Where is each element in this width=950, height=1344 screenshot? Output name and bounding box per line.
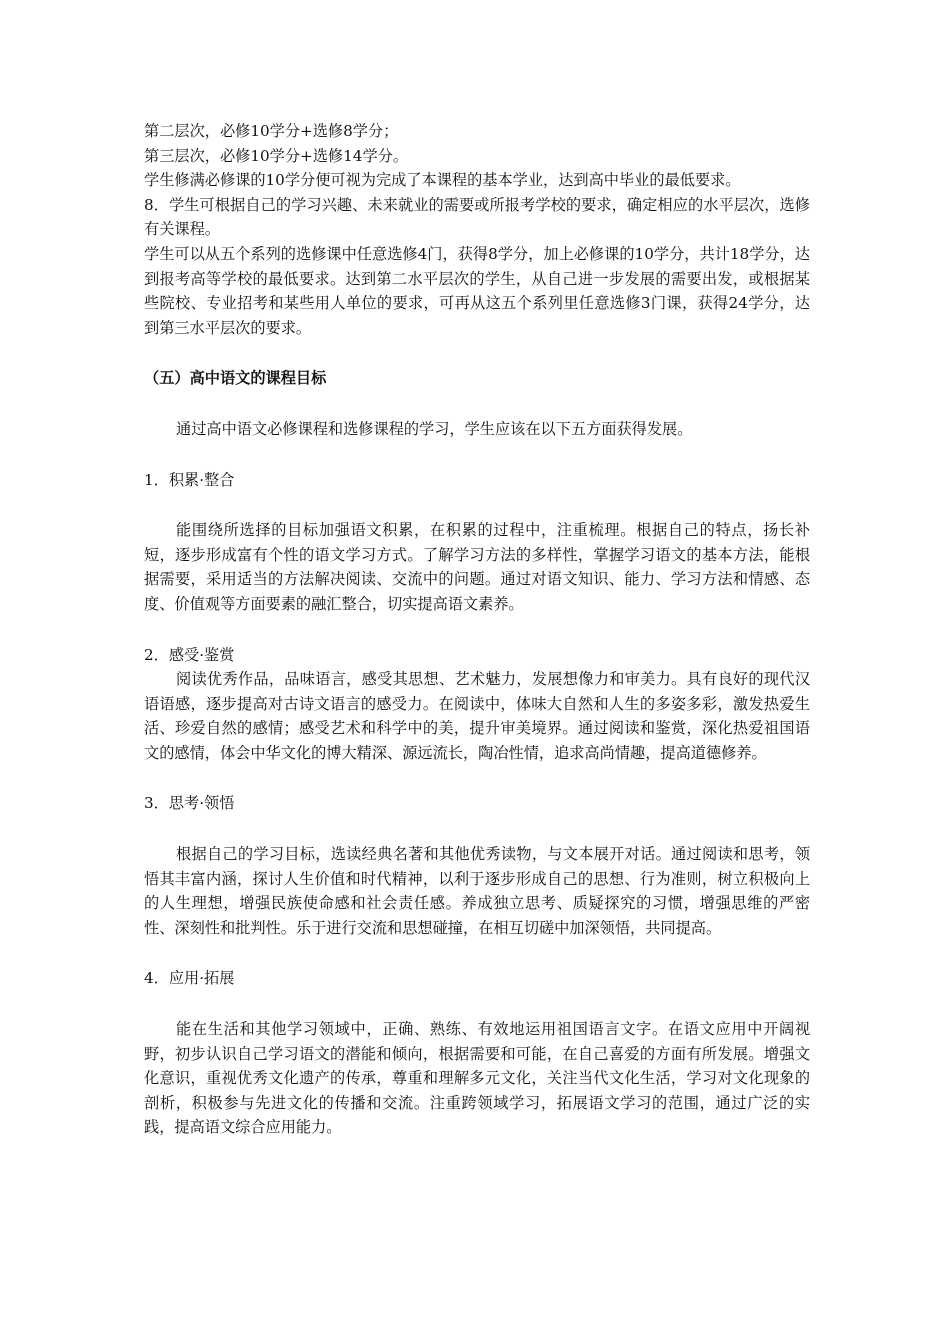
goal-heading-3: 3．思考·领悟 [144,794,235,813]
goal-heading-2: 2．感受·鉴赏 [144,645,235,664]
goal-text-4: 能在生活和其他学习领域中，正确、熟练、有效地运用祖国语言文字。在语文应用中开阔视野，初步认识自己学习语文的潜能和倾向，根据需要和可能，在自己喜爱的方面有所发展。增强文化意识，重视优秀文化遗产的传承，尊重和理解多元文化，关注当代文化生活，学习对文化现象的剖析，积极参与先进文化的传播和交流。注重跨领域学习，拓展语文学习的范围，通过广泛的实践，提高语文综合应用能力。 [144,1020,810,1137]
goal-heading-4: 4．应用·拓展 [144,969,235,988]
level-two-line: 第二层次，必修10学分+选修8学分； [144,122,399,140]
level-three-line: 第三层次，必修10学分+选修14学分。 [144,146,409,165]
item-8-paragraph: 8．学生可根据自己的学习兴趣、未来就业的需要或所报考学校的要求，确定相应的水平层次，选修有关课程。 [144,195,810,239]
elective-paragraph: 学生可以从五个系列的选修课中任意选修4门，获得8学分，加上必修课的10学分，共计18学分，达到报考高等学校的最低要求。达到第二水平层次的学生，从自己进一步发展的需要出发，或根据某些院校、专业招考和某些用人单位的要求，可再从这五个系列里任意选修3门课，获得24学分，达到第三水平层次的要求。 [144,244,810,337]
intro-paragraph: 通过高中语文必修课程和选修课程的学习，学生应该在以下五方面获得发展。 [176,419,693,438]
section-title: （五）高中语文的课程目标 [144,369,327,388]
required-credits-line: 学生修满必修课的10学分便可视为完成了本课程的基本学业，达到高中毕业的最低要求。 [144,171,741,190]
document-page [144,119,810,1140]
goal-text-2: 阅读优秀作品，品味语言，感受其思想、艺术魅力，发展想像力和审美力。具有良好的现代汉语语感，逐步提高对古诗文语言的感受力。在阅读中，体味大自然和人生的多姿多彩，激发热爱生活、珍爱自然的感情；感受艺术和科学中的美，提升审美境界。通过阅读和鉴赏，深化热爱祖国语文的感情，体会中华文化的博大精深、源远流长，陶冶性情，追求高尚情趣，提高道德修养。 [144,670,810,762]
goal-heading-1: 1．积累·整合 [144,470,235,489]
goal-text-3: 根据自己的学习目标，选读经典名著和其他优秀读物，与文本展开对话。通过阅读和思考，领悟其丰富内涵，探讨人生价值和时代精神，以利于逐步形成自己的思想、行为准则，树立积极向上的人生理想，增强民族使命感和社会责任感。养成独立思考、质疑探究的习惯，增强思维的严密性、深刻性和批判性。乐于进行交流和思想碰撞，在相互切磋中加深领悟，共同提高。 [144,845,810,937]
goal-text-1: 能围绕所选择的目标加强语文积累，在积累的过程中，注重梳理。根据自己的特点，扬长补短，逐步形成富有个性的语文学习方式。了解学习方法的多样性，掌握学习语文的基本方法，能根据需要，采用适当的方法解决阅读、交流中的问题。通过对语文知识、能力、学习方法和情感、态度、价值观等方面要素的融汇整合，切实提高语文素养。 [144,521,810,613]
